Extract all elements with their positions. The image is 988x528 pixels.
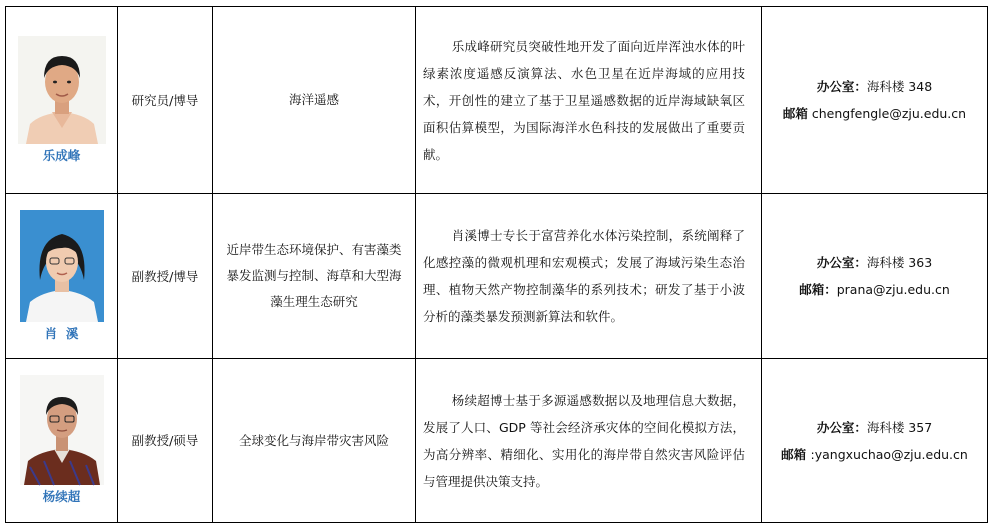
office-label: 办公室： [816, 255, 867, 270]
research-field-cell: 全球变化与海岸带灾害风险 [213, 359, 416, 523]
email-line [766, 100, 983, 127]
person-name: 肖 溪 [44, 325, 79, 341]
email-label: 邮箱： [799, 282, 837, 297]
portrait-photo [20, 375, 104, 485]
person-name: 乐成峰 [42, 147, 81, 163]
email-value[interactable]: prana@zju.edu.cn [836, 282, 950, 297]
email-line [766, 276, 983, 303]
email-value[interactable]: :yangxuchao@zju.edu.cn [810, 446, 968, 462]
contact-cell [762, 194, 988, 359]
office-label: 办公室： [816, 79, 867, 94]
portrait-photo [20, 210, 104, 322]
person-name: 杨续超 [42, 489, 81, 504]
table-row [6, 7, 988, 194]
email-value[interactable]: chengfengle@zju.edu.cn [807, 106, 967, 121]
description-text: 肖溪博士专长于富营养化水体污染控制，系统阐释了化感控藻的微观机理和宏观模式；发展了海域污染生态治理、植物天然产物控制藻华的系列技术；研发了基于小波分析的藻类暴发预测新算法和软件。 [423, 228, 745, 324]
photo-cell [6, 359, 118, 523]
contact-cell [762, 359, 988, 523]
office-label: 办公室： [816, 419, 867, 435]
description-cell [416, 194, 762, 359]
office-line [766, 73, 983, 100]
contact-cell [762, 7, 988, 194]
photo-cell [6, 194, 118, 359]
office-line [766, 249, 983, 276]
office-value: 海科楼 363 [866, 255, 933, 270]
portrait-photo [18, 36, 106, 144]
office-value: 海科楼 357 [866, 419, 933, 435]
title-cell: 副教授/硕导 [118, 359, 213, 523]
title-cell: 研究员/博导 [118, 7, 213, 194]
research-field-cell: 海洋遥感 [213, 7, 416, 194]
email-label: 邮箱 [781, 446, 811, 462]
office-line [766, 414, 983, 441]
email-label: 邮箱 [782, 106, 808, 121]
email-line [766, 441, 983, 468]
description-text: 乐成峰研究员突破性地开发了面向近岸浑浊水体的叶绿素浓度遥感反演算法、水色卫星在近岸海域的应用技术，开创性的建立了基于卫星遥感数据的近岸海域缺氧区面积估算模型，为国际海洋水色科技的发展做出了重要贡献。 [423, 38, 745, 162]
description-cell [416, 7, 762, 194]
description-cell [416, 359, 762, 523]
photo-cell [6, 7, 118, 194]
research-field-cell: 近岸带生态环境保护、有害藻类暴发监测与控制、海草和大型海藻生理生态研究 [213, 194, 416, 359]
faculty-table [5, 6, 988, 523]
table-row [6, 359, 988, 523]
description-text: 杨续超博士基于多源遥感数据以及地理信息大数据，发展了人口、GDP 等社会经济承灾体的空间化模拟方法，为高分辨率、精细化、实用化的海岸带自然灾害风险评估与管理提供决策支持。 [423, 392, 745, 489]
title-cell: 副教授/博导 [118, 194, 213, 359]
table-row [6, 194, 988, 359]
office-value: 海科楼 348 [866, 79, 933, 94]
